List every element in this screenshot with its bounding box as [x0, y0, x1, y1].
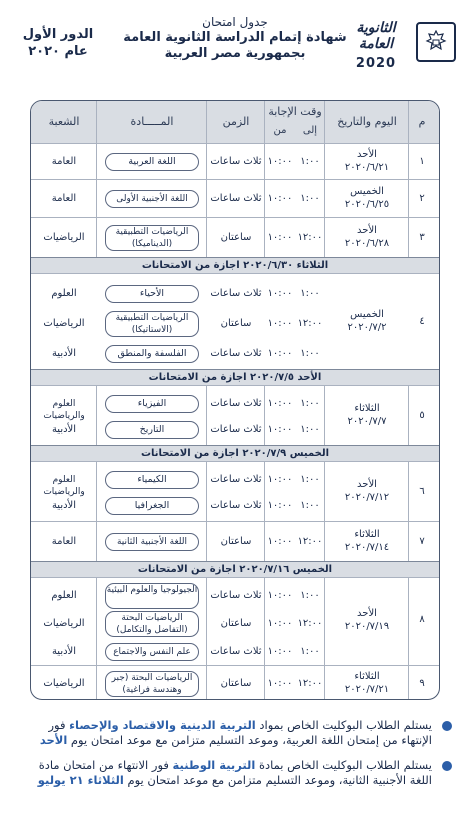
- row-date: ٢٠٢٠/٧/٢١: [344, 684, 390, 695]
- duration: ثلاث ساعات: [210, 474, 262, 485]
- table-row: [31, 521, 439, 561]
- duration: ثلاث ساعات: [210, 398, 262, 409]
- time-to: ١:٠٠: [300, 500, 320, 511]
- time-from: ١٠:٠٠: [267, 232, 293, 243]
- time-from: ١٠:٠٠: [267, 288, 293, 299]
- duration: ثلاث ساعات: [210, 646, 262, 657]
- duration: ساعتان: [220, 536, 252, 547]
- header-num: م: [418, 115, 426, 128]
- table-row: [31, 665, 439, 700]
- division: العامة: [51, 156, 77, 167]
- subject-pill: الكيمياء: [105, 471, 199, 489]
- row-date: ٢٠٢٠/٧/١٤: [344, 542, 390, 553]
- note-item: [24, 718, 454, 748]
- table-row: [31, 577, 439, 665]
- time-to: ١٢:٠٠: [297, 536, 323, 547]
- note-text: يستلم الطلاب البوكليت الخاص بمواد: [255, 718, 432, 732]
- time-from: ١٠:٠٠: [267, 678, 293, 689]
- row-day: الأحد: [357, 149, 377, 160]
- row-day: الأحد: [357, 225, 377, 236]
- subject-pill: الأحياء: [105, 285, 199, 303]
- division: الرياضيات: [43, 678, 85, 689]
- duration: ساعتان: [220, 618, 252, 629]
- table-header: [31, 101, 439, 143]
- table-row: [31, 273, 439, 369]
- time-from: ١٠:٠٠: [267, 618, 293, 629]
- division: الأدبية: [51, 424, 77, 435]
- time-from: ١٠:٠٠: [267, 348, 293, 359]
- note-highlight: التربية الدينية والاقتصاد والإحصاء: [69, 718, 256, 732]
- row-day: الثلاثاء: [354, 529, 380, 540]
- subject-pill: الجغرافيا: [105, 497, 199, 515]
- round-line-2: عام ٢٠٢٠: [28, 44, 88, 59]
- time-to: ١:٠٠: [300, 646, 320, 657]
- notes-section: [24, 718, 454, 798]
- division: العلوم: [51, 288, 77, 299]
- time-to: ١:٠٠: [300, 288, 320, 299]
- division: العلوم: [51, 590, 77, 601]
- duration: ثلاث ساعات: [210, 500, 262, 511]
- subject-pill: الرياضيات التطبيقية (الديناميكا): [105, 225, 199, 251]
- ministry-emblem-icon: [416, 22, 456, 62]
- holiday-band: الأحد ٢٠٢٠/٧/٥ اجازة من الامتحانات: [31, 369, 439, 385]
- row-day: الثلاثاء: [354, 403, 380, 414]
- brand-logo: [344, 20, 408, 71]
- row-number: ١: [419, 156, 425, 167]
- row-date: ٢٠٢٠/٧/١٢: [344, 492, 390, 503]
- subject-pill: اللغة الأجنبية الثانية: [105, 533, 199, 551]
- subject-pill: الرياضيات التطبيقية (الاستاتيكا): [105, 311, 199, 337]
- division: الأدبية: [51, 348, 77, 359]
- note-item: [24, 758, 454, 788]
- note-text: يستلم الطلاب البوكليت الخاص بمادة: [255, 758, 432, 772]
- row-day: الأحد: [357, 479, 377, 490]
- duration: ساعتان: [220, 232, 252, 243]
- row-date: ٢٠٢٠/٦/٢٥: [344, 199, 390, 210]
- time-to: ١٢:٠٠: [297, 232, 323, 243]
- row-date: ٢٠٢٠/٦/٢١: [344, 162, 390, 173]
- division: الرياضيات: [43, 232, 85, 243]
- division: العامة: [51, 193, 77, 204]
- duration: ثلاث ساعات: [210, 348, 262, 359]
- time-from: ١٠:٠٠: [267, 318, 293, 329]
- time-from: ١٠:٠٠: [267, 590, 293, 601]
- row-number: ٤: [419, 316, 425, 327]
- time-to: ١٢:٠٠: [297, 318, 323, 329]
- eagle-icon: [425, 30, 447, 54]
- row-number: ٣: [419, 232, 425, 243]
- row-number: ٢: [419, 193, 425, 204]
- row-date: ٢٠٢٠/٧/١٩: [344, 621, 390, 632]
- time-to: ١٢:٠٠: [297, 678, 323, 689]
- row-number: ٧: [419, 536, 425, 547]
- header-duration: الزمن: [222, 115, 250, 128]
- time-to: ١:٠٠: [300, 156, 320, 167]
- holiday-band: الثلاثاء ٢٠٢٠/٦/٣٠ اجازة من الامتحانات: [31, 257, 439, 273]
- row-number: ٨: [419, 614, 425, 625]
- time-to: ١:٠٠: [300, 193, 320, 204]
- division: الرياضيات: [43, 618, 85, 629]
- holiday-band: الخميس ٢٠٢٠/٧/٩ اجازة من الامتحانات: [31, 445, 439, 461]
- holiday-band: الخميس ٢٠٢٠/٧/١٦ اجازة من الامتحانات: [31, 561, 439, 577]
- title-line-1: جدول امتحان: [202, 15, 268, 29]
- bullet-icon: [442, 761, 452, 771]
- subject-pill: التاريخ: [105, 421, 199, 439]
- time-to: ١٢:٠٠: [297, 618, 323, 629]
- time-from: ١٠:٠٠: [267, 646, 293, 657]
- table-row: [31, 461, 439, 521]
- division: العامة: [51, 536, 77, 547]
- title-line-2: شهادة إتمام الدراسة الثانوية العامة: [123, 30, 347, 45]
- row-day: الخميس: [350, 309, 384, 320]
- brand-text: الثانوية العامة: [356, 20, 396, 52]
- header-from: من: [273, 125, 287, 136]
- note-highlight: الثلاثاء ٢١ يوليو: [37, 773, 124, 787]
- duration: ثلاث ساعات: [210, 288, 262, 299]
- page-header: [0, 0, 474, 88]
- time-from: ١٠:٠٠: [267, 474, 293, 485]
- subject-pill: الجيولوجيا والعلوم البيئية: [105, 583, 199, 609]
- subject-pill: الفلسفة والمنطق: [105, 345, 199, 363]
- time-from: ١٠:٠٠: [267, 156, 293, 167]
- row-date: ٢٠٢٠/٦/٢٨: [344, 238, 390, 249]
- note-text: فور الإنتهاء من إمتحان اللغة العربية، وموعد التسليم متزامن مع موعد امتحان يوم: [48, 718, 432, 747]
- time-to: ١:٠٠: [300, 474, 320, 485]
- note-highlight: التربية الوطنية: [172, 758, 256, 772]
- duration: ساعتان: [220, 678, 252, 689]
- time-to: ١:٠٠: [300, 398, 320, 409]
- bullet-icon: [442, 721, 452, 731]
- time-from: ١٠:٠٠: [267, 536, 293, 547]
- time-from: ١٠:٠٠: [267, 424, 293, 435]
- page-title: [120, 14, 350, 62]
- time-from: ١٠:٠٠: [267, 398, 293, 409]
- row-number: ٥: [419, 410, 425, 421]
- time-to: ١:٠٠: [300, 424, 320, 435]
- time-from: ١٠:٠٠: [267, 193, 293, 204]
- division: الرياضيات: [43, 318, 85, 329]
- header-division: الشعبة: [48, 115, 80, 128]
- header-to: إلى: [302, 125, 318, 136]
- subject-pill: اللغة العربية: [105, 153, 199, 171]
- row-date: ٢٠٢٠/٧/٧: [347, 416, 387, 427]
- row-day: الخميس: [350, 186, 384, 197]
- time-from: ١٠:٠٠: [267, 500, 293, 511]
- header-subject: المـــــادة: [130, 115, 174, 128]
- duration: ثلاث ساعات: [210, 424, 262, 435]
- duration: ثلاث ساعات: [210, 156, 262, 167]
- time-to: ١:٠٠: [300, 590, 320, 601]
- exam-schedule-table: [30, 100, 440, 700]
- table-row: [31, 385, 439, 445]
- row-day: الثلاثاء: [354, 671, 380, 682]
- table-row: [31, 217, 439, 257]
- division: الأدبية: [51, 500, 77, 511]
- exam-round: [18, 26, 98, 60]
- division: الأدبية: [51, 646, 77, 657]
- round-line-1: الدور الأول: [22, 27, 94, 42]
- subject-pill: علم النفس والاجتماع: [105, 643, 199, 661]
- header-time-window: وقت الإجابة: [268, 105, 322, 118]
- time-to: ١:٠٠: [300, 348, 320, 359]
- division: العلوم والرياضيات: [43, 399, 85, 421]
- subject-pill: الرياضيات البحتة (التفاضل والتكامل): [105, 611, 199, 637]
- duration: ثلاث ساعات: [210, 193, 262, 204]
- note-text: فور الانتهاء من امتحان مادة اللغة الأجنبية الثانية، وموعد التسليم متزامن مع موعد امتحان يوم: [38, 758, 432, 787]
- row-number: ٩: [419, 678, 425, 689]
- duration: ساعتان: [220, 318, 252, 329]
- duration: ثلاث ساعات: [210, 590, 262, 601]
- row-date: ٢٠٢٠/٧/٢: [347, 322, 387, 333]
- subject-pill: الرياضيات البحتة (جبر وهندسة فراغية): [105, 671, 199, 697]
- row-number: ٦: [419, 486, 425, 497]
- table-row: [31, 143, 439, 179]
- division: العلوم والرياضيات: [43, 475, 85, 497]
- table-row: [31, 179, 439, 217]
- note-highlight: الأحد: [39, 733, 68, 747]
- header-day: اليوم والتاريخ: [337, 115, 397, 128]
- row-day: الأحد: [357, 608, 377, 619]
- subject-pill: اللغة الأجنبية الأولى: [105, 190, 199, 208]
- subject-pill: الفيزياء: [105, 395, 199, 413]
- brand-year: 2020: [355, 56, 397, 71]
- title-line-3: بجمهورية مصر العربية: [164, 46, 306, 61]
